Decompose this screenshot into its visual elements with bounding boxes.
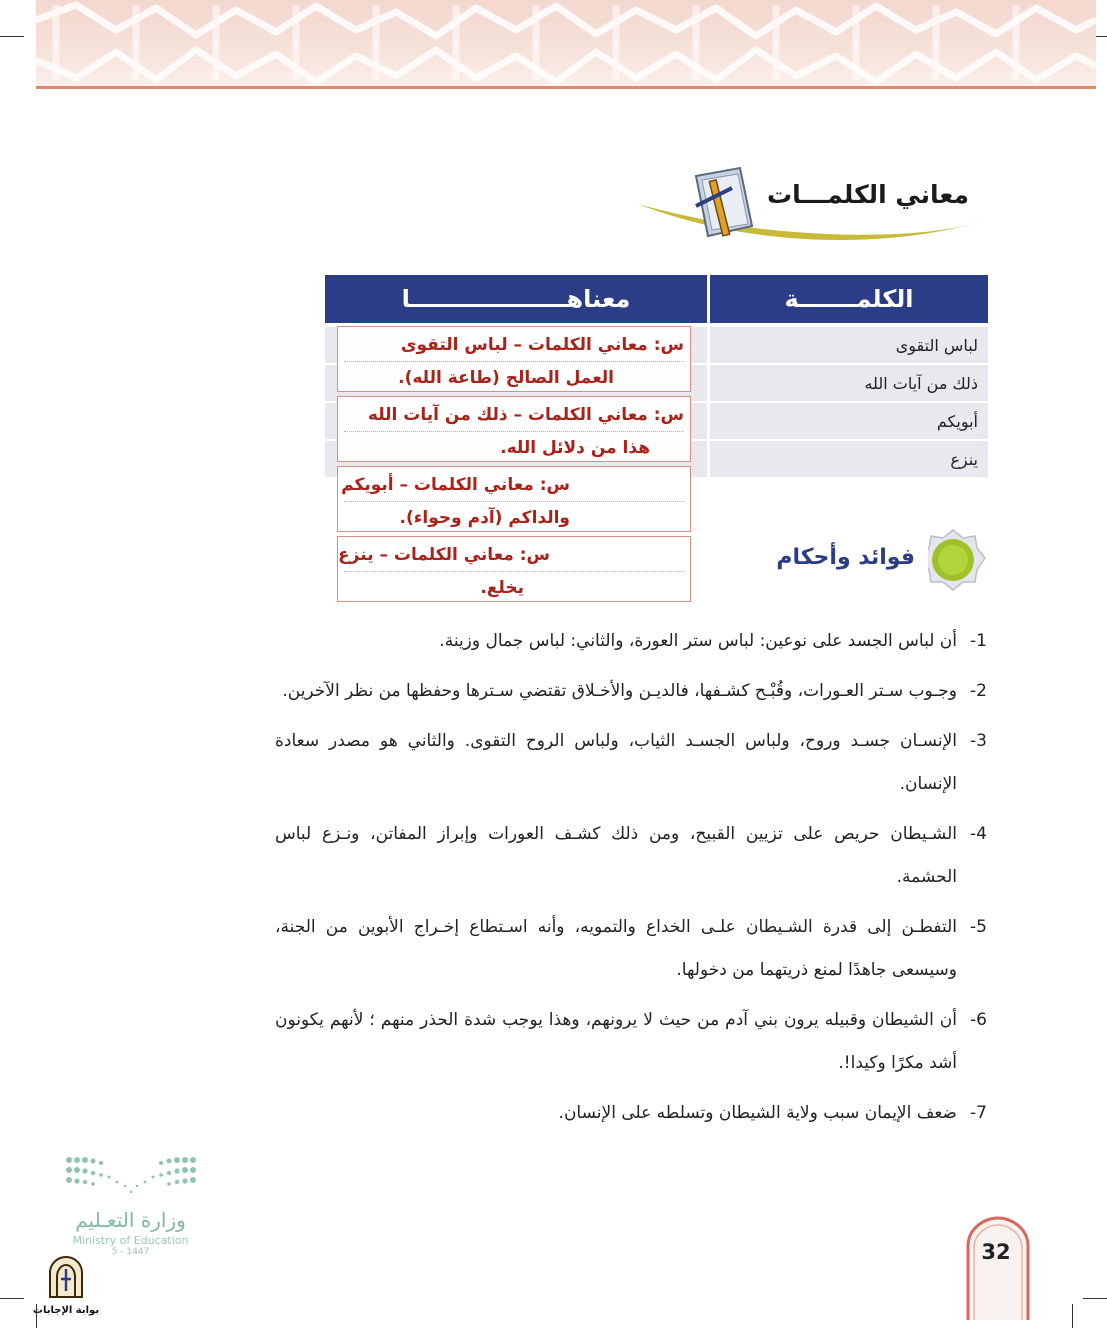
crop-mark [1083, 1298, 1107, 1299]
word-cell: ينزع [707, 441, 988, 479]
header-pattern-band [36, 0, 1096, 88]
header-rule [36, 86, 1096, 89]
answer-meaning: العمل الصالح (طاعة الله). [398, 368, 614, 388]
table-header-row [325, 275, 988, 323]
benefits-list [275, 620, 987, 1142]
item-number: 7- [970, 1103, 987, 1123]
answer-box [337, 396, 691, 462]
answer-box [337, 536, 691, 602]
page-number-tab [965, 1216, 1031, 1320]
item-number: 3- [970, 731, 987, 751]
list-item [275, 813, 987, 899]
item-text: التفطـن إلى قدرة الشـيطان علـى الخداع والتمويه، وأنه اسـتطاع إخـراج الأبوين من الجنة، وسيسعى جاهدًا لمنع ذريتهما من دخولها. [275, 917, 957, 980]
crop-mark [0, 1298, 24, 1299]
item-text: الشـيطان حريص على تزيين القبيح، ومن ذلك كشـف العورات وإبراز المفاتن، ونـزع لباس الحشمة. [275, 824, 957, 887]
portal-name: بوابة الإجابات [32, 1305, 100, 1316]
list-item [275, 720, 987, 806]
answer-meaning: هذا من دلائل الله. [500, 438, 650, 458]
answer-box [337, 326, 691, 392]
geometric-pattern-icon [36, 0, 1096, 88]
ministry-name-en: Ministry of Education [72, 1234, 189, 1247]
benefits-title: فوائد وأحكام [776, 545, 915, 570]
header-word: الكلمـــــــة [707, 275, 988, 323]
list-item [275, 1092, 987, 1135]
item-number: 1- [970, 631, 987, 651]
ministry-year: 5 - 1447 [111, 1247, 150, 1257]
page-number: 32 [981, 1240, 1011, 1264]
ministry-dots-icon [61, 1152, 201, 1198]
section-title: معاني الكلمـــات [767, 180, 969, 209]
item-text: الإنسـان جسـد وروح، ولباس الجسـد الثياب، ولباس الروح التقوى. والثاني هو مصدر سعادة الإنسان. [275, 731, 957, 794]
ministry-name-ar: وزارة التعـليم [75, 1208, 186, 1232]
word-cell: ذلك من آيات الله [707, 365, 988, 403]
answer-question: س: معاني الكلمات – لباس التقوى [344, 329, 684, 362]
item-text: أن لباس الجسد على نوعين: لباس ستر العورة، والثاني: لباس جمال وزينة. [439, 631, 957, 651]
item-text: وجـوب سـتر العـورات، وقُبْـح كشـفها، فالديـن والأخـلاق تقتضي سـترها وحفظها من نظر الآخرين. [282, 681, 957, 701]
item-text: أن الشيطان وقبيله يرون بني آدم من حيث لا يرونهم، وهذا يوجب شدة الحذر منهم ؛ لأنهم يكونون أشد مكرًا وكيدا!. [275, 1010, 957, 1073]
list-item [275, 670, 987, 713]
list-item [275, 620, 987, 663]
answer-question: س: معاني الكلمات – ينزع [344, 539, 684, 572]
item-number: 2- [970, 681, 987, 701]
ministry-logo [58, 1152, 203, 1257]
answer-meaning: والداكم (آدم وحواء). [399, 508, 570, 528]
benefits-badge-icon [919, 528, 987, 592]
answer-question: س: معاني الكلمات – ذلك من آيات الله [344, 399, 684, 432]
item-number: 6- [970, 1010, 987, 1030]
book-pen-icon [688, 166, 760, 242]
list-item [275, 906, 987, 992]
header-meaning: معناهـــــــــــــــــــا [325, 275, 707, 323]
portal-logo [28, 1255, 104, 1316]
answer-question: س: معاني الكلمات – أبويكم [344, 469, 684, 502]
answer-meaning: يخلع. [480, 578, 524, 598]
list-item [275, 999, 987, 1085]
word-cell: لباس التقوى [707, 327, 988, 365]
item-number: 5- [970, 917, 987, 937]
item-text: ضعف الإيمان سبب ولاية الشيطان وتسلطه على الإنسان. [558, 1103, 957, 1123]
crop-mark [1072, 1304, 1073, 1328]
word-cell: أبويكم [707, 403, 988, 441]
answer-box [337, 466, 691, 532]
gate-icon [46, 1255, 86, 1299]
crop-mark [0, 36, 24, 37]
item-number: 4- [970, 824, 987, 844]
